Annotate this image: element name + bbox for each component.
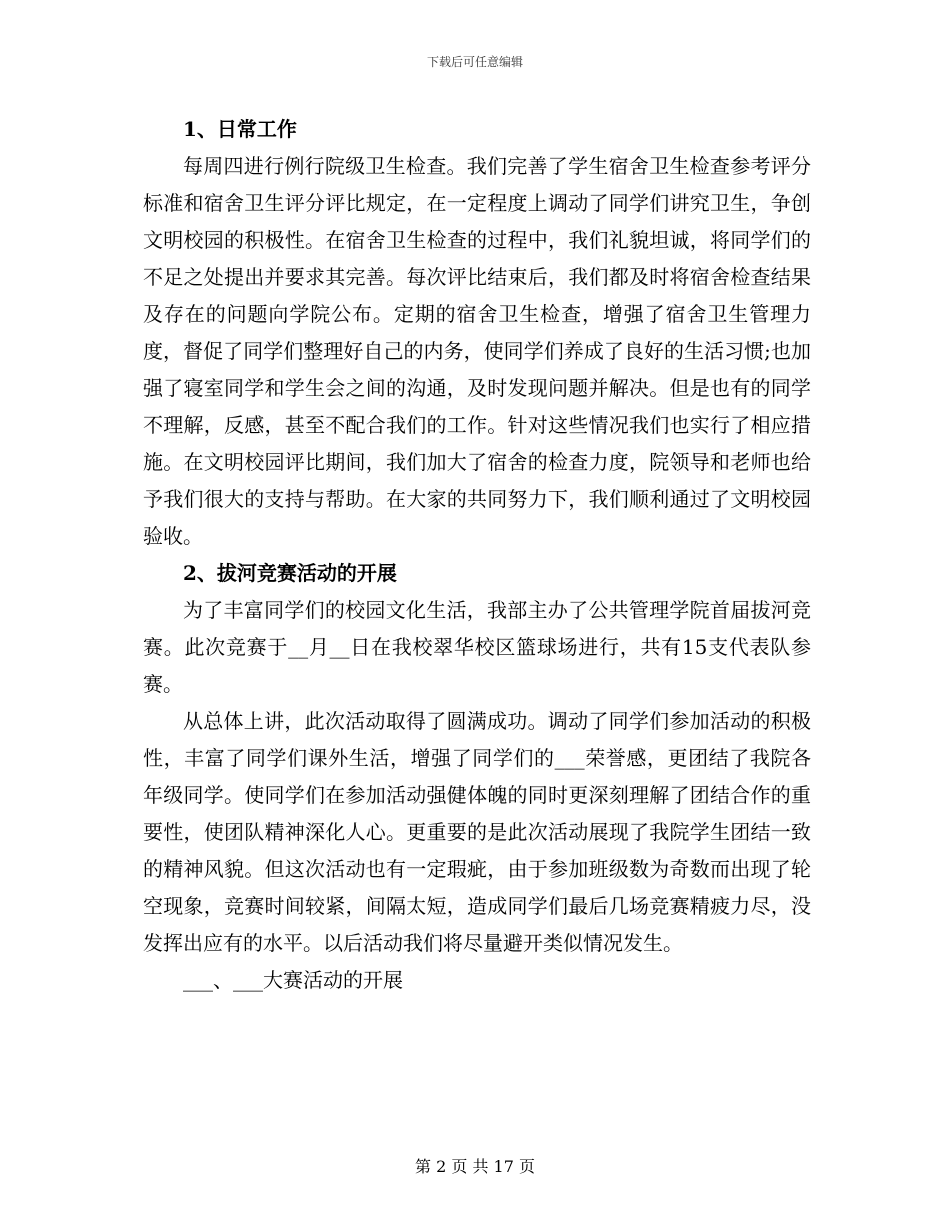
page-header: 下载后可任意编辑 [426,55,523,69]
section-heading-tug-of-war: 2、拔河竞赛活动的开展 [183,561,397,585]
section-heading-daily-work: 1、日常工作 [183,117,297,141]
document-body [143,111,811,999]
paragraph-daily-work: 每周四进行例行院级卫生检查。我们完善了学生宿舍卫生检查参考评分标准和宿舍卫生评分评比规定，在一定程度上调动了同学们讲究卫生，争创文明校园的积极性。在宿舍卫生检查的过程中，我们礼貌坦诚，将同学们的不足之处提出并要求其完善。每次评比结束后，我们都及时将宿舍检查结果及存在的问题向学院公布。定期的宿舍卫生检查，增强了宿舍卫生管理力度，督促了同学们整理好自己的内务，使同学们养成了良好的生活习惯;也加强了寝室同学和学生会之间的沟通，及时发现问题并解决。但是也有的同学不理解，反感，甚至不配合我们的工作。针对这些情况我们也实行了相应措施。在文明校园评比期间，我们加大了宿舍的检查力度，院领导和老师也给予我们很大的支持与帮助。在大家的共同努力下，我们顺利通过了文明校园验收。 [143,154,811,548]
page-footer: 第 2 页 共 17 页 [415,1157,535,1176]
paragraph-tug-of-war-intro: 为了丰富同学们的校园文化生活，我部主办了公共管理学院首届拔河竞赛。此次竞赛于__月__日在我校翠华校区篮球场进行，共有15支代表队参赛。 [143,598,811,696]
paragraph-tug-of-war-summary: 从总体上讲，此次活动取得了圆满成功。调动了同学们参加活动的积极性，丰富了同学们课外生活，增强了同学们的___荣誉感，更团结了我院各年级同学。使同学们在参加活动强健体魄的同时更深刻理解了团结合作的重要性，使团队精神深化人心。更重要的是此次活动展现了我院学生团结一致的精神风貌。但这次活动也有一定瑕疵，由于参加班级数为奇数而出现了轮空现象，竞赛时间较紧，间隔太短，造成同学们最后几场竞赛精疲力尽，没发挥出应有的水平。以后活动我们将尽量避开类似情况发生。 [143,709,811,955]
section-heading-competition: ___、___大赛活动的开展 [183,968,403,992]
